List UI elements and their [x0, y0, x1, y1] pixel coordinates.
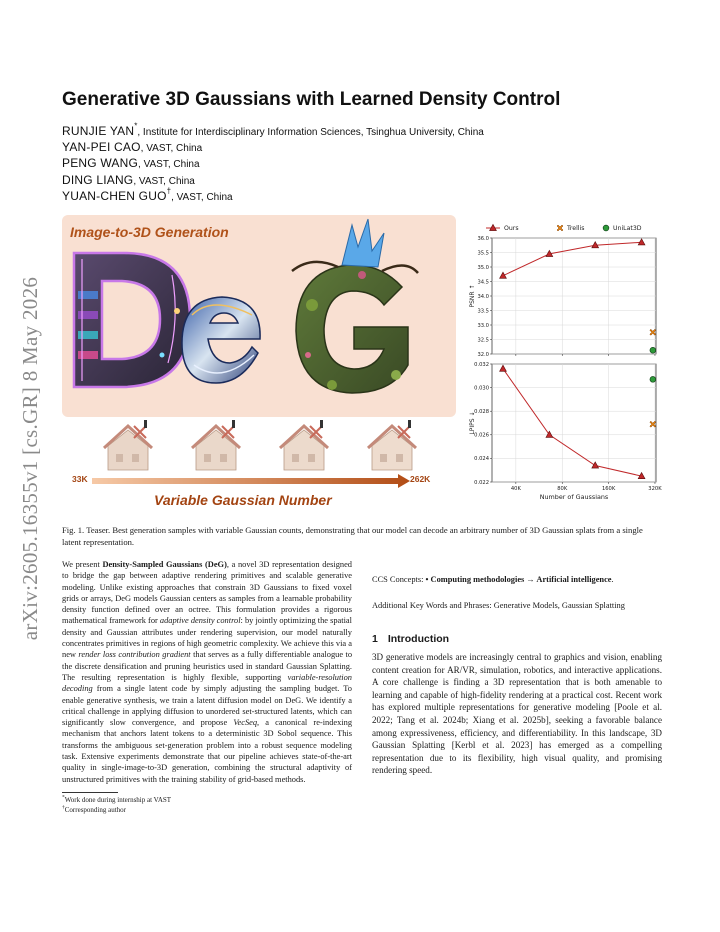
data-point-unilat3d: [650, 376, 656, 382]
psnr-axis-label: PSNR ↑: [469, 284, 476, 308]
psnr-subplot: [469, 236, 656, 358]
teaser-panel-title: Image-to-3D Generation: [70, 224, 229, 240]
lpips-tick-label: 0.026: [474, 432, 489, 439]
x-tick-label: 40K: [510, 486, 521, 492]
letter-e-art: [182, 297, 260, 383]
author-entry: RUNJIE YAN*, Institute for Interdisciplinary Information Sciences, Tsinghua University, China: [62, 121, 484, 138]
psnr-tick-label: 34.5: [477, 279, 489, 286]
letter-g-art: [292, 219, 418, 393]
legend-marker: [603, 225, 609, 231]
footnote: *Work done during internship at VAST: [62, 794, 172, 804]
caption-label: Fig. 1.: [62, 525, 85, 535]
x-tick-label: 320K: [648, 486, 662, 492]
psnr-tick-label: 35.0: [477, 264, 489, 271]
arxiv-identifier: [6, 258, 56, 658]
footnote-rule: [62, 792, 118, 793]
lpips-tick-label: 0.028: [474, 409, 489, 415]
caption-text: Teaser. Best generation samples with variable Gaussian counts, demonstrating that our model can decode an arbitrary number of 3D Gaussian splats from a single latent representation.: [62, 525, 643, 547]
chart-legend: [486, 224, 642, 232]
figure-caption: [62, 524, 662, 548]
gaussian-count-min: 33K: [72, 474, 88, 484]
author-entry: DING LIANG, VAST, China: [62, 172, 195, 187]
plot-frame: [492, 364, 656, 482]
gaussian-count-arrow: [92, 474, 410, 488]
data-point-unilat3d: [650, 347, 656, 353]
right-column: [372, 559, 662, 777]
lpips-subplot: [469, 362, 662, 501]
lpips-tick-label: 0.032: [474, 361, 489, 368]
lpips-tick-label: 0.030: [474, 385, 489, 392]
psnr-tick-label: 35.5: [477, 250, 489, 257]
psnr-lpips-chart: [466, 218, 662, 508]
legend-label: Trellis: [567, 225, 585, 232]
variable-gaussian-label: Variable Gaussian Number: [154, 492, 332, 508]
deg-letters-illustration: [62, 215, 456, 417]
psnr-tick-label: 36.0: [477, 235, 489, 242]
introduction-text: 3D generative models are increasingly central to graphics and vision, enabling content creation for AR/VR, simulation, robotics, and interactive applications. A core challenge is finding a 3D representation that is both amenable to learning and capable of high-fidelity rendering at a practical cost. Recent work has explored multiple representations for generative modeling [Poole et al. 2022; Tang et al. 2024b; Xiang et al. 2025b], seeking a favorable balance among expressiveness, efficiency, and differentiability. In this landscape, 3D Gaussian Splatting [Kerbl et al. 2023] has emerged as a compelling representation due to its flexibility, high visual quality, and promising rendering speed.: [372, 652, 662, 776]
x-tick-label: 160K: [601, 486, 616, 492]
psnr-tick-label: 34.0: [477, 293, 489, 300]
gaussian-count-max: 262K: [410, 474, 431, 484]
lpips-axis-label: LPIPS ↓: [469, 411, 476, 435]
lpips-tick-label: 0.024: [474, 456, 489, 463]
x-tick-label: 80K: [557, 486, 568, 492]
abstract-text: We present Density-Sampled Gaussians (DeG), a novel 3D representation designed to bridge the gap between adaptive rendering primitives and scalable generative modeling. Unlike existing approaches that constrain 3D Gaussians to fixed voxel grids or arrays, DeG models Gaussian centers as samples from a learnable probability density function defined over an octree. This formulation provides a rigorous mathematical framework for adaptive density control: by jointly optimizing the spatial density and Gaussian attributes under rendering supervision, our model naturally concentrates primitives in regions of high geometric complexity. We achieve this via a new render loss contribution gradient that serves as a fully differentiable analogue to the discrete densification and pruning heuristics used in standard Gaussian Splatting. The resulting representation is highly flexible, supporting variable-resolution decoding from a single latent code by simply adjusting the sampling budget. To enable generative synthesis, we train a latent diffusion model on DeG. We identify a critical challenge in applying diffusion to unordered set-structured latents, which can significantly slow convergence, and propose VecSeq, a canonical re-indexing mechanism that anchors latent tokens to a deterministic 3D Sobol sequence. This transforms the ambiguous set-generation problem into a robust sequence modeling task. Extensive experiments demonstrate that our pipeline achieves state-of-the-art quality in single-image-to-3D generation, combining the structural adaptivity of unstructured primitives with the training stability of grid-based methods.: [62, 560, 353, 784]
section-heading: 1 Introduction: [372, 633, 450, 645]
legend-label: Ours: [504, 225, 519, 232]
x-axis-label: Number of Gaussians: [539, 493, 609, 501]
ccs-concepts: CCS Concepts: • Computing methodologies → Artificial intelligence.: [372, 575, 614, 584]
author-list: [62, 123, 662, 204]
legend-label: UniLat3D: [613, 225, 642, 232]
psnr-tick-label: 33.5: [477, 308, 489, 315]
letter-d-art: [74, 253, 190, 387]
footnote: †Corresponding author: [62, 804, 126, 814]
arxiv-id-text: arXiv:2605.16355v1 [cs.GR] 8 May 2026: [18, 276, 43, 640]
keywords: Additional Key Words and Phrases: Generative Models, Gaussian Splatting: [372, 601, 625, 610]
gaussian-house-samples: [98, 418, 424, 476]
house-sample-33k: [104, 420, 152, 470]
author-entry: YAN-PEI CAO, VAST, China: [62, 140, 203, 155]
psnr-tick-label: 33.0: [477, 322, 489, 329]
paper-title: Generative 3D Gaussians with Learned Density Control: [62, 89, 561, 110]
house-sample-262k: [368, 420, 416, 470]
psnr-tick-label: 32.0: [477, 351, 489, 358]
house-sample-131k: [280, 420, 328, 470]
author-entry: YUAN-CHEN GUO†, VAST, China: [62, 186, 233, 203]
psnr-tick-label: 32.5: [477, 337, 489, 344]
abstract-bold-term: Density-Sampled Gaussians (DeG): [102, 560, 227, 569]
legend-marker: [557, 225, 563, 231]
lpips-tick-label: 0.022: [474, 479, 489, 486]
house-sample-66k: [192, 420, 240, 470]
abstract-column: [62, 559, 352, 785]
footnotes: [62, 795, 171, 815]
author-entry: PENG WANG, VAST, China: [62, 156, 200, 171]
